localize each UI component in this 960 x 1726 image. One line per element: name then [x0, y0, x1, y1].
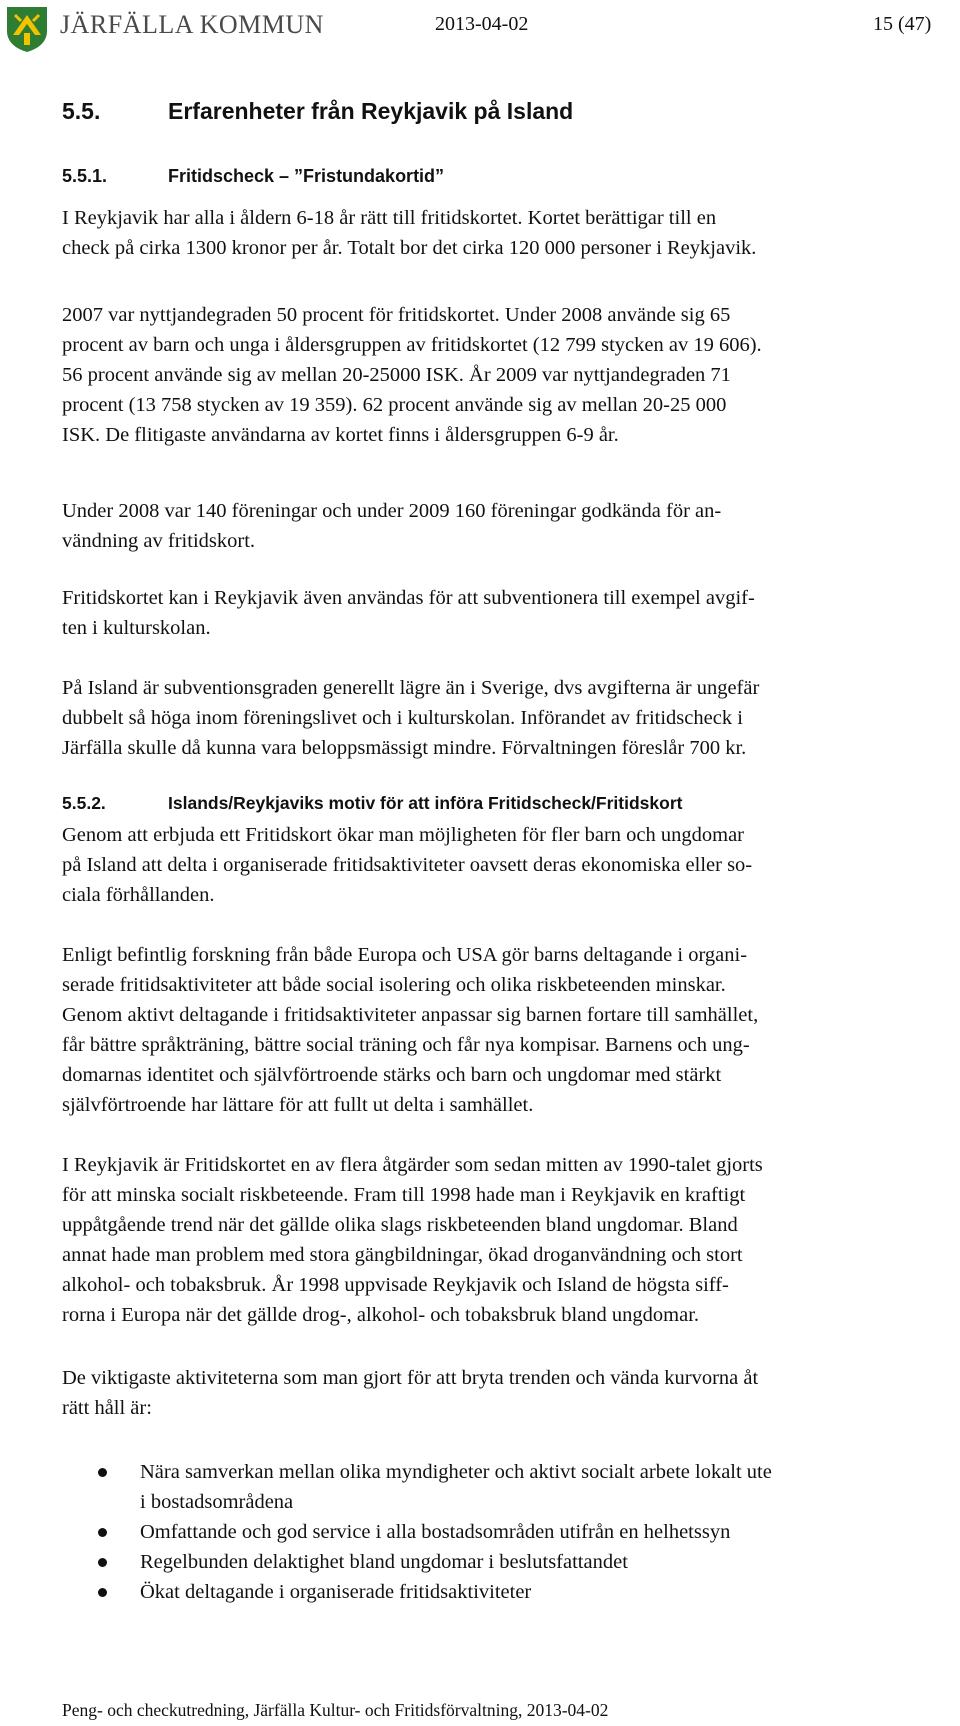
paragraph: I Reykjavik har alla i åldern 6-18 år rätt till fritidskortet. Kortet berättigar till en check på cirka 1300 kronor per år. Totalt bor det cirka 120 000 personer i Reykjavik. — [62, 207, 757, 259]
subsection-title: Islands/Reykjaviks motiv för att införa Fritidscheck/Fritidskort — [168, 793, 683, 813]
subsection-title: Fritidscheck – ”Fristundakortid” — [168, 166, 445, 186]
paragraph: Enligt befintlig forskning från både Europa och USA gör barns deltagande i organi- serade fritidsaktiviteter att både social isolering och olika riskbeteenden minskar. Genom aktivt deltagande i fritidsaktiviteter anpassar sig barnen fortare till samhället, får bättre språkträning, bättre social träning och får nya kompisar. Barnens och ung- domarnas identitet och självförtroende stärks och barn och ungdomar med stärkt självförtroende har lättare för att fullt ut delta i samhället. — [62, 944, 759, 1116]
paragraph: Fritidskortet kan i Reykjavik även användas för att subventionera till exempel avgif- ten i kulturskolan. — [62, 587, 755, 639]
page-footer: Peng- och checkutredning, Järfälla Kultur- och Fritidsförvaltning, 2013-04-02 — [62, 1700, 609, 1720]
paragraph: I Reykjavik är Fritidskortet en av flera åtgärder som sedan mitten av 1990-talet gjorts för att minska socialt riskbeteende. Fram till 1998 hade man i Reykjavik en kraftigt uppåtgående trend när det gällde olika slags riskbeteenden bland ungdomar. Bland annat hade man problem med stora gängbildningar, ökad droganvändning och stort alkohol- och tobaksbruk. År 1998 uppvisade Reykjavik och Island de högsta siff- rorna i Europa när det gällde drog-, alkohol- och tobaksbruk bland ungdomar. — [62, 1154, 763, 1326]
bullet-icon — [98, 1528, 107, 1537]
paragraph: De viktigaste aktiviteterna som man gjort för att bryta trenden och vända kurvorna åt rätt håll är: — [62, 1367, 759, 1419]
list-item-text: Ökat deltagande i organiserade fritidsaktiviteter — [140, 1581, 532, 1603]
list-item-text: Nära samverkan mellan olika myndigheter och aktivt socialt arbete lokalt ute i bostadsområdena — [140, 1461, 772, 1513]
list-item — [62, 1517, 942, 1547]
paragraph: 2007 var nyttjandegraden 50 procent för fritidskortet. Under 2008 använde sig 65 procent av barn och unga i åldersgruppen av fritidskortet (12 799 stycken av 19 606). 56 procent använde sig av mellan 20-25000 ISK. År 2009 var nyttjandegraden 71 procent (13 758 stycken av 19 359). 62 procent använde sig av mellan 20-25 000 ISK. De flitigaste användarna av kortet finns i åldersgruppen 6-9 år. — [62, 304, 762, 446]
bullet-icon — [98, 1468, 107, 1477]
list-item — [62, 1457, 942, 1517]
page-header — [0, 0, 960, 56]
subsection-heading-5-5-2 — [62, 793, 682, 814]
page-number: 15 (47) — [873, 13, 932, 35]
section-number: 5.5. — [62, 98, 101, 124]
subsection-number: 5.5.2. — [62, 793, 106, 813]
bullet-icon — [98, 1558, 107, 1567]
list-item — [62, 1577, 942, 1607]
subsection-heading-5-5-1 — [62, 166, 444, 187]
subsection-number: 5.5.1. — [62, 166, 108, 186]
paragraph: Genom att erbjuda ett Fritidskort ökar man möjligheten för fler barn och ungdomar på Island att delta i organiserade fritidsaktiviteter oavsett deras ekonomiska eller so- ciala förhållanden. — [62, 824, 753, 906]
section-heading-5-5 — [62, 98, 573, 125]
bullet-icon — [98, 1588, 107, 1597]
bullet-list — [62, 1457, 942, 1607]
logo-text: JÄRFÄLLA KOMMUN — [60, 10, 324, 39]
list-item — [62, 1547, 942, 1577]
paragraph: På Island är subventionsgraden generellt lägre än i Sverige, dvs avgifterna är ungefär dubbelt så höga inom föreningslivet och i kulturskolan. Införandet av fritidscheck i Järfälla skulle då kunna vara beloppsmässigt mindre. Förvaltningen föreslår 700 kr. — [62, 677, 760, 759]
list-item-text: Regelbunden delaktighet bland ungdomar i beslutsfattandet — [140, 1551, 628, 1573]
paragraph: Under 2008 var 140 föreningar och under 2009 160 föreningar godkända för an- vändning av fritidskort. — [62, 500, 722, 552]
jarfalla-coat-of-arms-icon — [5, 5, 49, 53]
section-title: Erfarenheter från Reykjavik på Island — [168, 98, 574, 124]
list-item-text: Omfattande och god service i alla bostadsområden utifrån en helhetssyn — [140, 1521, 731, 1543]
document-date: 2013-04-02 — [435, 13, 529, 35]
